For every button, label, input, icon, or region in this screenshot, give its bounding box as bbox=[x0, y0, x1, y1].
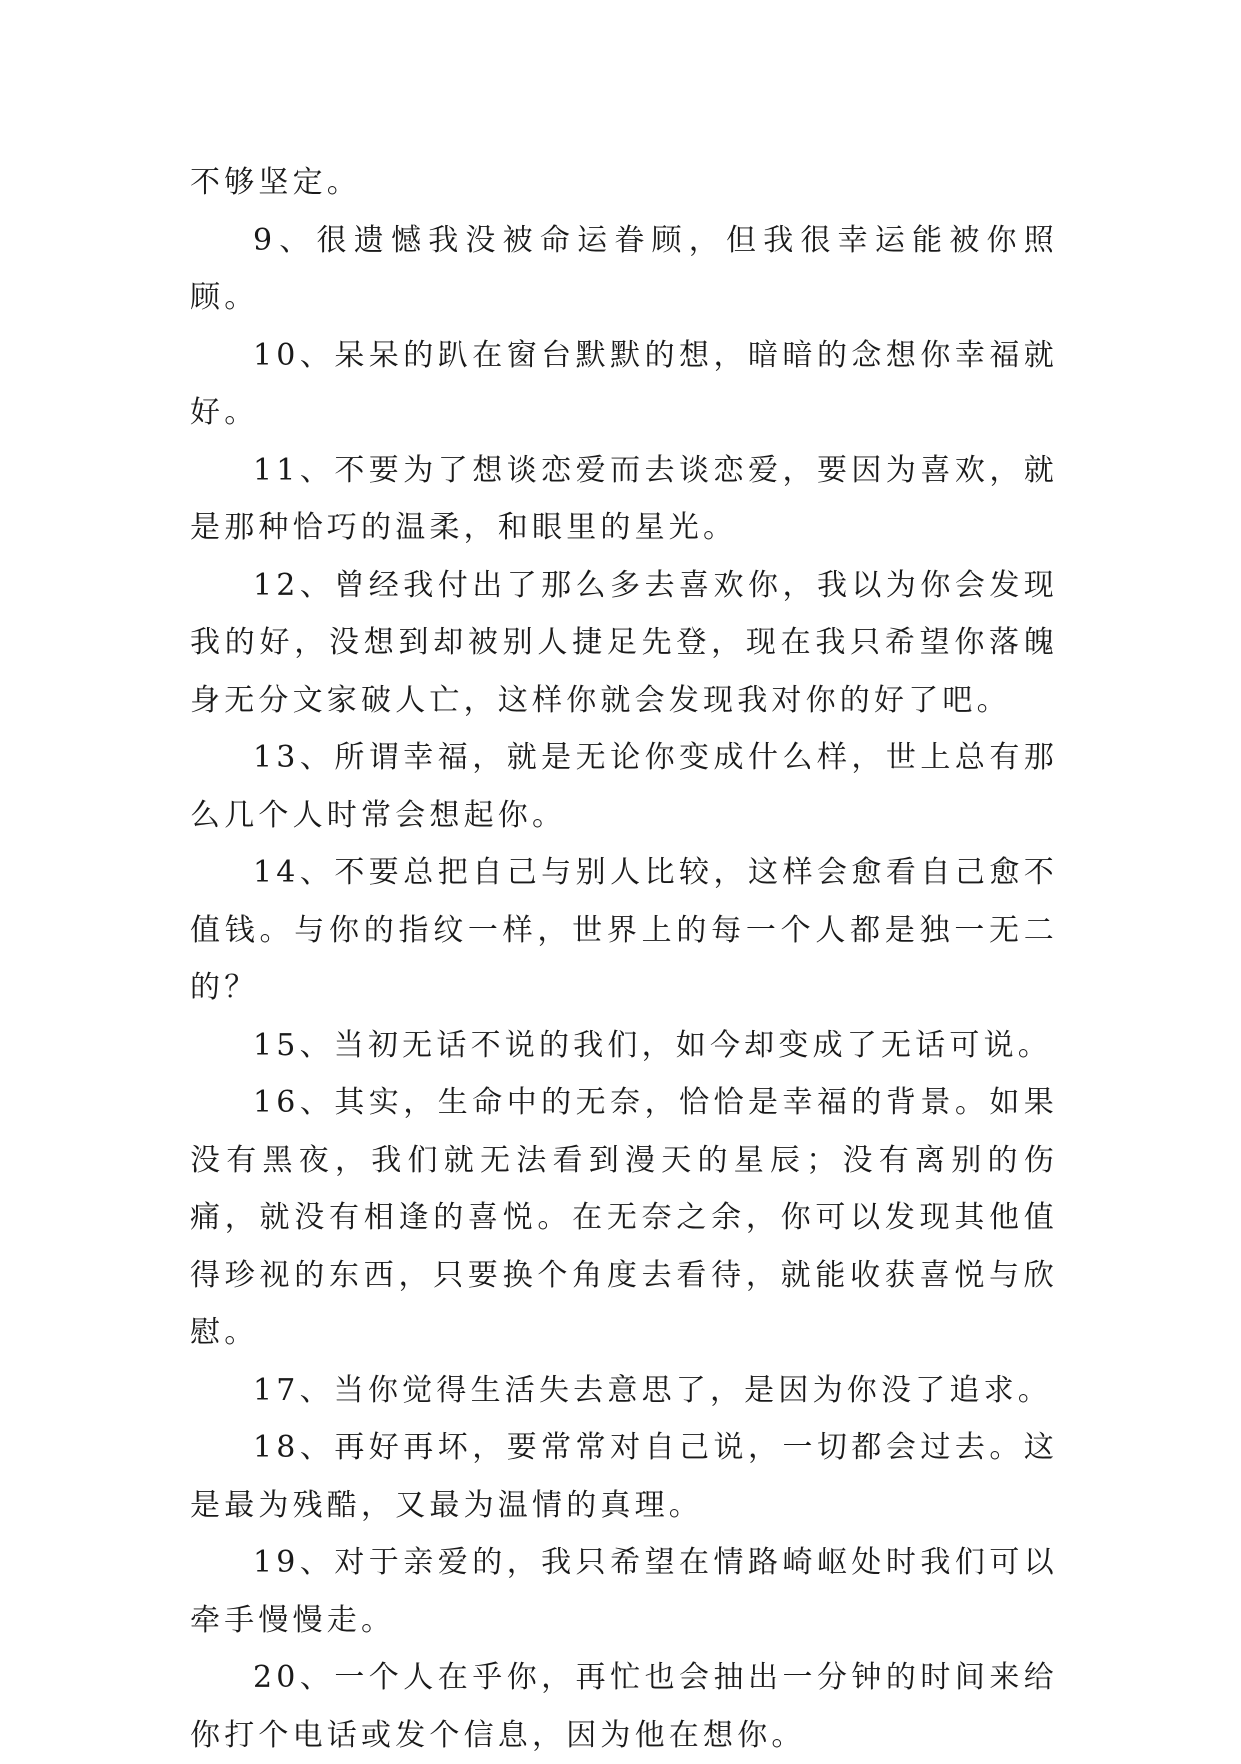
document-page bbox=[190, 154, 1058, 1764]
paragraph-continuation: 不够坚定。 bbox=[190, 165, 361, 200]
paragraph-item-20: 20、一个人在乎你，再忙也会抽出一分钟的时间来给你打个电话或发个信息，因为他在想你。 bbox=[190, 1660, 1058, 1753]
paragraph-item-11: 11、不要为了想谈恋爱而去谈恋爱，要因为喜欢，就是那种恰巧的温柔，和眼里的星光。 bbox=[190, 452, 1058, 545]
paragraph-item-19: 19、对于亲爱的，我只希望在情路崎岖处时我们可以牵手慢慢走。 bbox=[190, 1545, 1058, 1638]
paragraph-item-10: 10、呆呆的趴在窗台默默的想，暗暗的念想你幸福就好。 bbox=[190, 337, 1058, 430]
paragraph-item-18: 18、再好再坏，要常常对自己说，一切都会过去。这是最为残酷，又最为温情的真理。 bbox=[190, 1430, 1058, 1523]
paragraph-item-16: 16、其实，生命中的无奈，恰恰是幸福的背景。如果没有黑夜，我们就无法看到漫天的星辰；没有离别的伤痛，就没有相逢的喜悦。在无奈之余，你可以发现其他值得珍视的东西，只要换个角度去看待，就能收获喜悦与欣慰。 bbox=[190, 1085, 1058, 1350]
paragraph-item-14: 14、不要总把自己与别人比较，这样会愈看自己愈不值钱。与你的指纹一样，世界上的每一个人都是独一无二的？ bbox=[190, 855, 1058, 1005]
paragraph-item-15: 15、当初无话不说的我们，如今却变成了无话可说。 bbox=[253, 1027, 1052, 1063]
paragraph-item-17: 17、当你觉得生活失去意思了，是因为你没了追求。 bbox=[253, 1372, 1052, 1408]
paragraph-item-12: 12、曾经我付出了那么多去喜欢你，我以为你会发现我的好，没想到却被别人捷足先登，现在我只希望你落魄身无分文家破人亡，这样你就会发现我对你的好了吧。 bbox=[190, 567, 1058, 718]
paragraph-item-9: 9、很遗憾我没被命运眷顾，但我很幸运能被你照顾。 bbox=[190, 222, 1058, 315]
paragraph-item-13: 13、所谓幸福，就是无论你变成什么样，世上总有那么几个人时常会想起你。 bbox=[190, 740, 1058, 833]
